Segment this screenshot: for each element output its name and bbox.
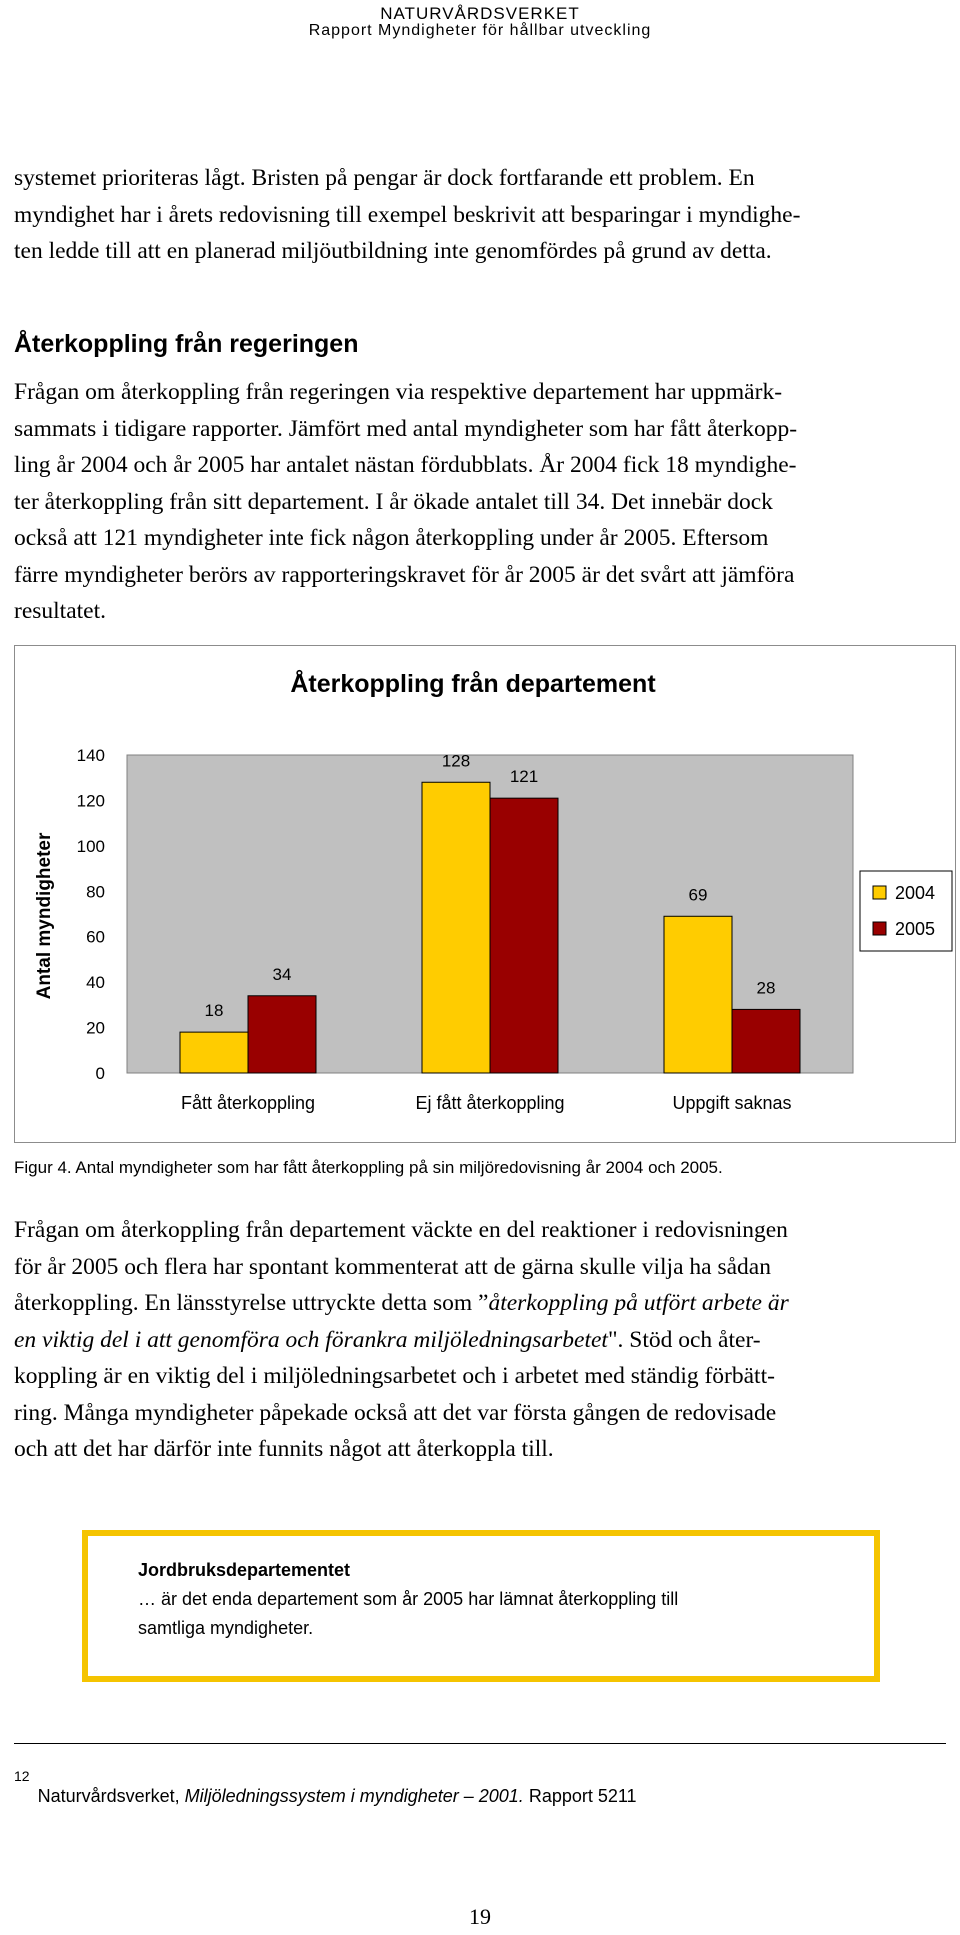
legend-label-2004: 2004	[895, 883, 936, 903]
legend-label-2005: 2005	[895, 919, 936, 939]
after-line	[14, 1285, 944, 1322]
after-line: och att det har därför inte funnits något att återkoppla till.	[14, 1436, 554, 1462]
figure-frame	[14, 645, 956, 1143]
footnote-divider	[14, 1743, 946, 1744]
section-line: sammats i tidigare rapporter. Jämfört med antal myndigheter som har fått återkopp-	[14, 415, 798, 442]
y-tick-label: 0	[95, 1064, 105, 1083]
data-label: 18	[204, 1001, 224, 1021]
y-tick-label: 80	[86, 882, 105, 902]
bar-2005	[732, 1009, 800, 1073]
section-line: också att 121 myndigheter inte fick någon återkoppling under år 2005. Eftersom	[14, 525, 769, 551]
y-tick-label: 60	[86, 927, 105, 947]
section-line: färre myndigheter berörs av rapporteringskravet för år 2005 är det svårt att jämföra	[14, 561, 795, 588]
footnote-rest: Rapport 5211	[523, 1786, 637, 1806]
footnote	[14, 1768, 637, 1807]
data-label: 28	[756, 978, 776, 998]
callout-title: Jordbruksdepartementet	[138, 1560, 351, 1580]
section-paragraph	[14, 374, 944, 630]
figure-caption: Figur 4. Antal myndigheter som har fått återkoppling på sin miljöredovisning år 2004 och 2005.	[14, 1158, 723, 1177]
x-category-label: Uppgift saknas	[672, 1093, 792, 1113]
bar-chart	[15, 646, 955, 1142]
y-tick-label: 20	[86, 1018, 105, 1038]
header-publisher: NATURVÅRDSVERKET	[380, 4, 580, 23]
y-axis-label: Antal myndigheter	[34, 832, 55, 1000]
quote-italic: återkoppling på utfört arbete är	[488, 1290, 789, 1316]
bar-2004	[664, 916, 732, 1073]
section-line: ling år 2004 och år 2005 har antalet nästan fördubblats. År 2004 fick 18 myndighe-	[14, 452, 797, 478]
bar-2005	[490, 798, 558, 1073]
legend-swatch-2005	[873, 922, 886, 935]
legend-swatch-2004	[873, 886, 886, 899]
after-line	[14, 1322, 944, 1359]
y-tick-label: 100	[76, 836, 105, 856]
page-number: 19	[469, 1904, 491, 1929]
after-paragraph	[14, 1212, 944, 1468]
section-heading: Återkoppling från regeringen	[14, 330, 359, 358]
y-tick-label: 120	[76, 791, 105, 811]
after-line: koppling är en viktig del i miljöledningsarbetet och i arbetet med ständig förbätt-	[14, 1363, 775, 1389]
section-line: resultatet.	[14, 598, 107, 624]
chart-title: Återkoppling från departement	[290, 670, 656, 698]
section-line: ter återkoppling från sitt departement. I år ökade antalet till 34. Det innebär dock	[14, 488, 773, 515]
y-tick-label: 40	[86, 973, 105, 993]
callout-text-line: … är det enda departement som år 2005 har lämnat återkoppling till	[138, 1589, 679, 1609]
section-line: Frågan om återkoppling från regeringen via respektive departement har uppmärk-	[14, 379, 783, 405]
footnote-number: 12	[14, 1768, 30, 1784]
bar-2005	[248, 996, 316, 1073]
legend	[860, 871, 952, 951]
bar-2004	[180, 1032, 248, 1073]
after-line-text: ". Stöd och åter-	[607, 1326, 761, 1353]
after-line-text: återkoppling. En länsstyrelse uttryckte detta som ”	[14, 1290, 489, 1316]
intro-line: ten ledde till att en planerad miljöutbildning inte genomfördes på grund av detta.	[14, 238, 772, 264]
data-label: 69	[688, 885, 708, 905]
callout-text-line: samtliga myndigheter.	[138, 1618, 314, 1638]
quote-italic: en viktig del i att genomföra och förankra miljöledningsarbetet	[14, 1326, 608, 1353]
intro-line: systemet prioriteras lågt. Bristen på pengar är dock fortfarande ett problem. En	[14, 165, 755, 191]
footnote-author: Naturvårdsverket,	[37, 1786, 185, 1806]
intro-paragraph	[14, 160, 944, 270]
x-category-label: Ej fått återkoppling	[415, 1093, 565, 1113]
after-line: för år 2005 och flera har spontant kommenterat att de gärna skulle vilja ha sådan	[14, 1253, 771, 1280]
x-labels-group	[181, 1093, 792, 1113]
data-label: 121	[509, 767, 539, 787]
after-line: ring. Många myndigheter påpekade också att det var första gången de redovisade	[14, 1399, 777, 1426]
data-label: 34	[272, 964, 292, 984]
x-category-label: Fått återkoppling	[180, 1093, 316, 1113]
y-ticks-group	[77, 746, 105, 1083]
after-line: Frågan om återkoppling från departement väckte en del reaktioner i redovisningen	[14, 1217, 788, 1243]
y-tick-label: 140	[76, 746, 105, 765]
data-label: 128	[441, 751, 471, 771]
bar-2004	[422, 782, 490, 1073]
intro-line: myndighet har i årets redovisning till exempel beskrivit att besparingar i myndighe-	[14, 201, 801, 228]
footnote-title: Miljöledningssystem i myndigheter – 2001.	[184, 1786, 524, 1806]
header-report-title: Rapport Myndigheter för hållbar utveckling	[308, 22, 652, 39]
callout-box	[82, 1530, 880, 1682]
